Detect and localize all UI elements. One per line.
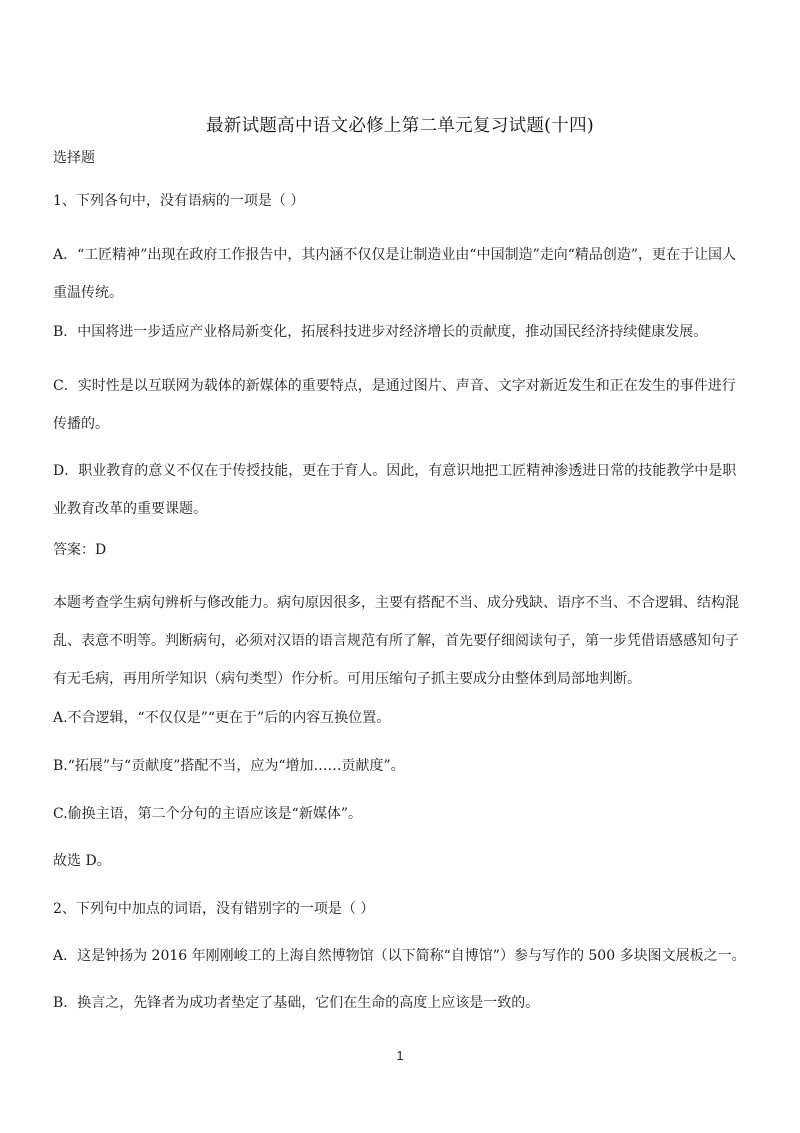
question-1-option-b: B．中国将进一步适应产业格局新变化，拓展科技进步对经济增长的贡献度，推动国民经济持续健康发展。 [53, 324, 708, 340]
question-1-conclusion: 故选 D。 [53, 853, 111, 869]
question-2-stem: 2、下列句中加点的词语，没有错别字的一项是（ ） [53, 901, 375, 917]
question-2-option-a: A．这是钟扬为 2016 年刚刚峻工的上海自然博物馆（以下简称“自博馆”）参与写作的 500 多块图文展板之一。 [53, 948, 746, 964]
question-1-note-a: A.不合逻辑，“不仅仅是”“更在于”后的内容互换位置。 [53, 710, 391, 726]
question-1-option-c: C．实时性是以互联网为载体的新媒体的重要特点，是通过图片、声音、文字对新近发生和正在发生的事件进行传播的。 [53, 378, 736, 432]
page-number: 1 [396, 1048, 404, 1063]
document-title: 最新试题高中语文必修上第二单元复习试题(十四) [205, 116, 595, 136]
question-1-note-c: C.偷换主语，第二个分句的主语应该是“新媒体”。 [53, 806, 362, 822]
question-2-option-b: B．换言之，先锋者为成功者垫定了基础，它们在生命的高度上应该是一致的。 [53, 995, 540, 1011]
question-1-analysis: 本题考查学生病句辨析与修改能力。病句原因很多，主要有搭配不当、成分残缺、语序不当、不合逻辑、结构混乱、表意不明等。判断病句，必须对汉语的语言规范有所了解，首先要仔细阅读句子，第一步凭借语感感知句子有无毛病，再用所学知识（病句类型）作分析。可用压缩句子抓主要成分由整体到局部地判断。 [53, 595, 739, 687]
question-1-note-b: B.“拓展”与“贡献度”搭配不当，应为“增加……贡献度”。 [53, 758, 405, 774]
question-1-answer: 答案：D [53, 542, 107, 558]
section-heading: 选择题 [53, 150, 95, 166]
question-1-option-d: D．职业教育的意义不仅在于传授技能，更在于育人。因此，有意识地把工匠精神渗透进日常的技能教学中是职业教育改革的重要课题。 [53, 463, 737, 517]
question-1-option-a: A．“工匠精神”出现在政府工作报告中，其内涵不仅仅是让制造业由“中国制造”走向“精品创造”，更在于让国人重温传统。 [53, 247, 737, 301]
question-1-stem: 1、下列各句中，没有语病的一项是（ ） [53, 193, 305, 209]
